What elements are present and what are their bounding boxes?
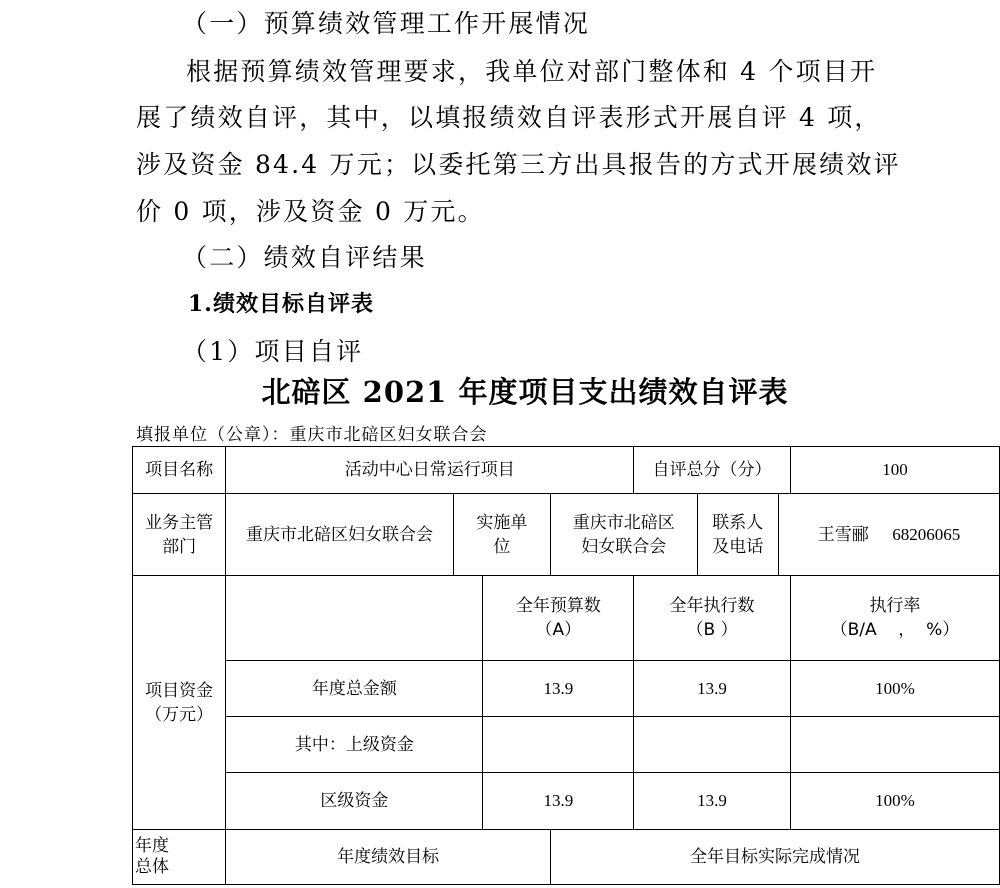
contact-value xyxy=(779,494,1000,576)
heading-section-two: （二）绩效自评结果 xyxy=(182,243,427,272)
funds-row-label: 区级资金 xyxy=(226,773,483,830)
funds-header-blank xyxy=(226,576,483,661)
funds-label xyxy=(133,576,226,830)
self-score-label: 自评总分（分） xyxy=(634,447,791,494)
col-budget-line-1: 全年预算数 xyxy=(515,596,601,616)
table-title: 北碚区 2021 年度项目支出绩效自评表 xyxy=(261,375,789,409)
col-rate-line-2: （B/A ， %） xyxy=(830,620,960,640)
annual-goal-header: 年度绩效目标 xyxy=(226,830,551,885)
funds-row-exec xyxy=(634,717,791,773)
paragraph-line-2: 展了绩效自评，其中，以填报绩效自评表形式开展自评 4 项， xyxy=(136,103,882,132)
overall-label-line-2: 总体 xyxy=(135,857,169,877)
col-rate-line-1: 执行率 xyxy=(869,596,921,616)
col-budget-header xyxy=(483,576,634,661)
table-row xyxy=(133,447,1000,494)
funds-label-line-1: 项目资金 xyxy=(145,680,214,701)
table-row xyxy=(133,661,1000,717)
project-name-value: 活动中心日常运行项目 xyxy=(226,447,634,494)
funds-row-rate: 100% xyxy=(790,773,999,830)
col-rate-header xyxy=(790,576,999,661)
contact-label xyxy=(697,494,778,576)
dept-label xyxy=(133,494,226,576)
contact-label-line-2: 及电话 xyxy=(712,536,764,557)
col-exec-line-1: 全年执行数 xyxy=(669,596,755,616)
funds-label-line-2: （万元） xyxy=(145,704,214,725)
contact-name: 王雪郦 xyxy=(817,524,869,545)
paragraph-line-4: 价 0 项，涉及资金 0 万元。 xyxy=(136,197,485,226)
impl-value-line-2: 妇女联合会 xyxy=(581,536,667,557)
overall-label-line-1: 年度 xyxy=(135,836,169,856)
fill-unit: 填报单位（公章）：重庆市北碚区妇女联合会 xyxy=(136,425,488,445)
funds-row-exec: 13.9 xyxy=(634,661,791,717)
col-exec-header xyxy=(634,576,791,661)
table-row xyxy=(133,494,1000,576)
funds-row-exec: 13.9 xyxy=(634,773,791,830)
overall-label xyxy=(133,830,226,885)
heading-goal-table: 1.绩效目标自评表 xyxy=(188,291,374,317)
funds-row-budget xyxy=(483,717,634,773)
contact-phone: 68206065 xyxy=(892,524,961,544)
funds-row-rate xyxy=(790,717,999,773)
table-row xyxy=(133,830,1000,885)
funds-row-label: 年度总金额 xyxy=(226,661,483,717)
impl-label-line-1: 实施单 xyxy=(476,512,528,533)
funds-row-label: 其中：上级资金 xyxy=(226,717,483,773)
funds-row-budget: 13.9 xyxy=(483,661,634,717)
table-row xyxy=(133,576,1000,661)
impl-label-line-2: 位 xyxy=(493,536,511,557)
dept-label-line-1: 业务主管 xyxy=(145,512,214,533)
dept-value: 重庆市北碚区妇女联合会 xyxy=(226,494,453,576)
funds-row-budget: 13.9 xyxy=(483,773,634,830)
paragraph-line-1: 根据预算绩效管理要求，我单位对部门整体和 4 个项目开 xyxy=(186,57,878,86)
table-row xyxy=(133,717,1000,773)
paragraph-line-3: 涉及资金 84.4 万元；以委托第三方出具报告的方式开展绩效评 xyxy=(136,150,901,179)
col-budget-line-2: （A） xyxy=(535,620,582,640)
impl-value-line-1: 重庆市北碚区 xyxy=(572,512,675,533)
heading-section-one: （一）预算绩效管理工作开展情况 xyxy=(182,9,591,38)
self-score-value: 100 xyxy=(790,447,999,494)
table-row xyxy=(133,773,1000,830)
evaluation-table xyxy=(132,446,1000,885)
contact-label-line-1: 联系人 xyxy=(712,512,764,533)
impl-label xyxy=(453,494,550,576)
col-exec-line-2: （B ） xyxy=(686,620,738,640)
dept-label-line-2: 部门 xyxy=(162,536,197,557)
project-name-label: 项目名称 xyxy=(133,447,226,494)
funds-row-rate: 100% xyxy=(790,661,999,717)
actual-completion-header: 全年目标实际完成情况 xyxy=(550,830,999,885)
heading-project-eval: （1）项目自评 xyxy=(182,337,364,366)
impl-value xyxy=(550,494,697,576)
